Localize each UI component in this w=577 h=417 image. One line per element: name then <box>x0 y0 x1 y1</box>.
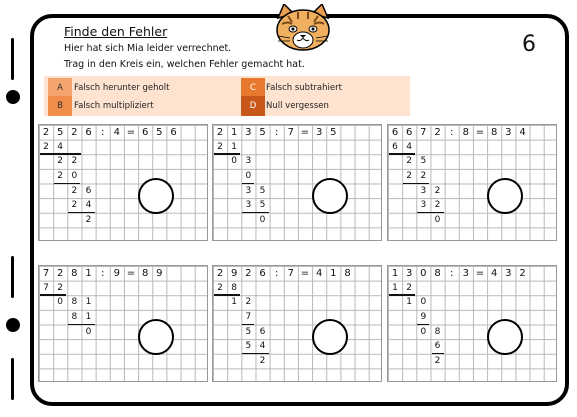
equation-cell: 5 <box>156 126 163 138</box>
worksheet-title: Finde den Fehler <box>64 24 168 39</box>
answer-circle[interactable] <box>312 319 348 355</box>
equation-cell: 2 <box>434 126 441 138</box>
instruction-line-1: Hier hat sich Mia leider verrechnet. <box>64 43 232 54</box>
step-cell: 2 <box>71 200 78 211</box>
step-cell: 6 <box>434 341 441 352</box>
equation-cell: 3 <box>505 267 512 279</box>
problem-grid-3 <box>387 124 557 241</box>
equation-cell: 9 <box>113 267 121 279</box>
step-cell: 3 <box>245 156 252 167</box>
equation-cell: 2 <box>216 126 224 138</box>
step-cell: 8 <box>231 282 238 293</box>
step-cell: 8 <box>71 297 78 308</box>
equation-cell: 4 <box>490 267 498 279</box>
step-cell: 2 <box>57 282 64 293</box>
step-cell: 2 <box>71 185 78 196</box>
equation-cell: 6 <box>405 126 413 138</box>
step-cell: 2 <box>434 200 441 211</box>
equation-cell: 2 <box>245 267 252 279</box>
equation-cell: 2 <box>519 267 526 279</box>
equation-cell: 8 <box>141 267 149 279</box>
step-cell: 8 <box>71 311 78 322</box>
equation-cell: 0 <box>420 267 427 279</box>
step-cell: 1 <box>406 297 413 308</box>
equation-cell: 6 <box>170 126 177 138</box>
equation-cell: 3 <box>462 267 470 279</box>
page-number: 6 <box>522 32 536 57</box>
step-cell: 5 <box>245 326 252 337</box>
step-cell: 2 <box>406 282 413 293</box>
answer-circle[interactable] <box>487 178 523 214</box>
step-cell: 6 <box>85 185 92 196</box>
problem-grid-6 <box>387 265 557 382</box>
binder-hole <box>6 318 20 332</box>
equation-cell: : <box>274 126 279 138</box>
step-cell: 9 <box>420 311 427 322</box>
step-cell: 1 <box>85 297 92 308</box>
step-cell: 4 <box>57 141 64 152</box>
step-cell: 2 <box>57 156 64 167</box>
equation-cell: 4 <box>113 126 121 138</box>
problem-grid-5 <box>212 265 382 382</box>
step-cell: 1 <box>85 311 92 322</box>
step-cell: 2 <box>434 185 441 196</box>
equation-cell: 6 <box>391 126 399 138</box>
equation-cell: 1 <box>391 267 399 279</box>
legend-text-d: Null vergessen <box>266 101 329 111</box>
step-cell: 2 <box>259 355 266 366</box>
equation-cell: 8 <box>490 126 498 138</box>
equation-cell: 3 <box>315 126 323 138</box>
equation-cell: 3 <box>245 126 252 138</box>
step-cell: 5 <box>259 185 266 196</box>
equation-cell: 8 <box>434 267 441 279</box>
equation-cell: 1 <box>330 267 337 279</box>
step-cell: 5 <box>245 341 252 352</box>
step-cell: 1 <box>392 282 398 293</box>
equation-cell: : <box>449 126 454 138</box>
step-cell: 5 <box>259 200 266 211</box>
step-cell: 2 <box>43 141 49 152</box>
equation-cell: 7 <box>287 267 295 279</box>
step-cell: 2 <box>85 214 92 225</box>
step-cell: 3 <box>245 185 252 196</box>
step-cell: 4 <box>406 141 413 152</box>
equation-cell: : <box>100 126 105 138</box>
step-cell: 1 <box>231 141 238 152</box>
step-cell: 7 <box>43 282 49 293</box>
step-cell: 2 <box>406 170 413 181</box>
equation-cell: 6 <box>85 126 92 138</box>
equation-cell: = <box>126 267 136 279</box>
binder-hole <box>6 90 20 104</box>
step-cell: 8 <box>434 326 441 337</box>
step-cell: 4 <box>85 200 92 211</box>
answer-circle[interactable] <box>138 319 174 355</box>
step-cell: 3 <box>420 200 427 211</box>
legend-text-c: Falsch subtrahiert <box>266 83 342 93</box>
equation-cell: : <box>100 267 105 279</box>
problem-grid-4 <box>38 265 208 382</box>
equation-cell: 2 <box>42 126 50 138</box>
equation-cell: 8 <box>462 126 470 138</box>
equation-cell: 2 <box>56 267 64 279</box>
legend-text-b: Falsch multipliziert <box>74 101 154 111</box>
step-cell: 2 <box>71 156 78 167</box>
binder-line <box>11 256 14 298</box>
cat-illustration <box>268 4 338 60</box>
problem-grid-1 <box>38 124 208 241</box>
step-cell: 6 <box>392 141 398 152</box>
equation-cell: 2 <box>71 126 78 138</box>
equation-cell: 7 <box>420 126 427 138</box>
binder-line <box>11 358 14 400</box>
equation-cell: 9 <box>230 267 238 279</box>
step-cell: 3 <box>245 200 252 211</box>
answer-circle[interactable] <box>138 178 174 214</box>
equation-cell: 8 <box>344 267 351 279</box>
equation-cell: = <box>126 126 136 138</box>
equation-cell: 5 <box>56 126 64 138</box>
equation-cell: : <box>274 267 279 279</box>
step-cell: 2 <box>420 170 427 181</box>
legend-text-a: Falsch herunter geholt <box>74 83 170 93</box>
step-cell: 6 <box>259 326 266 337</box>
equation-cell: = <box>300 267 310 279</box>
legend-code-d: D <box>241 96 265 116</box>
step-cell: 0 <box>259 214 266 225</box>
equation-cell: 8 <box>71 267 78 279</box>
problem-grid-2 <box>212 124 382 241</box>
step-cell: 0 <box>420 297 427 308</box>
step-cell: 1 <box>231 297 238 308</box>
equation-cell: 7 <box>42 267 50 279</box>
answer-circle[interactable] <box>487 319 523 355</box>
step-cell: 0 <box>420 326 427 337</box>
step-cell: 2 <box>406 156 413 167</box>
step-cell: 2 <box>434 355 441 366</box>
step-cell: 2 <box>245 297 252 308</box>
equation-cell: : <box>449 267 454 279</box>
equation-cell: 6 <box>141 126 149 138</box>
step-cell: 4 <box>259 341 266 352</box>
legend-code-b: B <box>48 96 72 116</box>
equation-cell: 4 <box>315 267 323 279</box>
equation-cell: 3 <box>405 267 413 279</box>
equation-cell: 1 <box>85 267 92 279</box>
step-cell: 0 <box>231 156 238 167</box>
equation-cell: 6 <box>259 267 266 279</box>
step-cell: 5 <box>420 156 427 167</box>
step-cell: 0 <box>434 214 441 225</box>
equation-cell: 4 <box>519 126 526 138</box>
answer-circle[interactable] <box>312 178 348 214</box>
step-cell: 7 <box>245 311 252 322</box>
instruction-line-2: Trag in den Kreis ein, welchen Fehler gemacht hat. <box>64 59 305 70</box>
step-cell: 0 <box>71 170 78 181</box>
equation-cell: 3 <box>505 126 512 138</box>
step-cell: 0 <box>57 297 64 308</box>
step-cell: 0 <box>85 326 92 337</box>
equation-cell: = <box>475 126 485 138</box>
legend-code-c: C <box>241 78 265 98</box>
equation-cell: 5 <box>259 126 266 138</box>
step-cell: 2 <box>57 170 64 181</box>
step-cell: 2 <box>217 282 223 293</box>
equation-cell: = <box>300 126 310 138</box>
equation-cell: 7 <box>287 126 295 138</box>
equation-cell: 5 <box>330 126 337 138</box>
equation-cell: 1 <box>230 126 238 138</box>
step-cell: 0 <box>245 170 252 181</box>
equation-cell: = <box>475 267 485 279</box>
legend-code-a: A <box>48 78 72 98</box>
step-cell: 2 <box>217 141 223 152</box>
equation-cell: 9 <box>156 267 163 279</box>
equation-cell: 2 <box>216 267 224 279</box>
step-cell: 3 <box>420 185 427 196</box>
binder-line <box>11 38 14 80</box>
